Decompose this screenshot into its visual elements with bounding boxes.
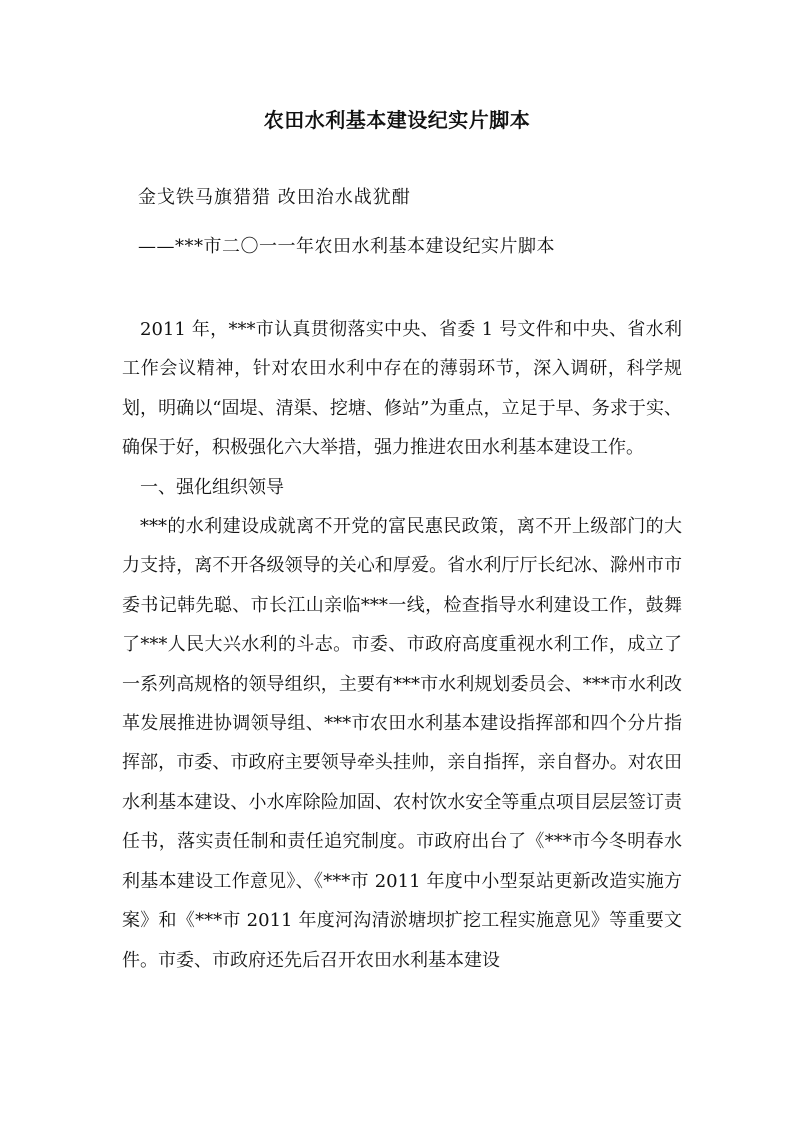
body-paragraph-intro: 2011 年，***市认真贯彻落实中央、省委 1 号文件和中央、省水利工作会议精神，针对农田水利中存在的薄弱环节，深入调研，科学规划，明确以“固堤、清渠、挖塘、修站”为重点，立足于早、务求于实、确保于好，积极强化六大举措，强力推进农田水利基本建设工作。	[122, 319, 682, 459]
document-body	[122, 310, 682, 980]
body-paragraph-section-1: ***的水利建设成就离不开党的富民惠民政策，离不开上级部门的大力支持，离不开各级领导的关心和厚爱。省水利厅厅长纪冰、滁州市市委书记韩先聪、市长江山亲临***一线，检查指导水利建设工作，鼓舞了***人民大兴水利的斗志。市委、市政府高度重视水利工作，成立了一系列高规格的领导组织，主要有***市水利规划委员会、***市水利改革发展推进协调领导组、***市农田水利基本建设指挥部和四个分片指挥部，市委、市政府主要领导牵头挂帅，亲自指挥，亲自督办。对农田水利基本建设、小水库除险加固、农村饮水安全等重点项目层层签订责任书，落实责任制和责任追究制度。市政府出台了《***市今冬明春水利基本建设工作意见》、《***市 2011 年度中小型泵站更新改造实施方案》和《***市 2011 年度河沟清淤塘坝扩挖工程实施意见》等重要文件。市委、市政府还先后召开农田水利基本建设	[122, 516, 682, 971]
document-title: 农田水利基本建设纪实片脚本	[263, 108, 531, 132]
document-subtitle: 金戈铁马旗猎猎 改田治水战犹酣	[138, 187, 411, 208]
document-subtitle-source: ——***市二〇一一年农田水利基本建设纪实片脚本	[138, 236, 555, 257]
section-heading: 一、强化组织领导	[140, 476, 284, 498]
